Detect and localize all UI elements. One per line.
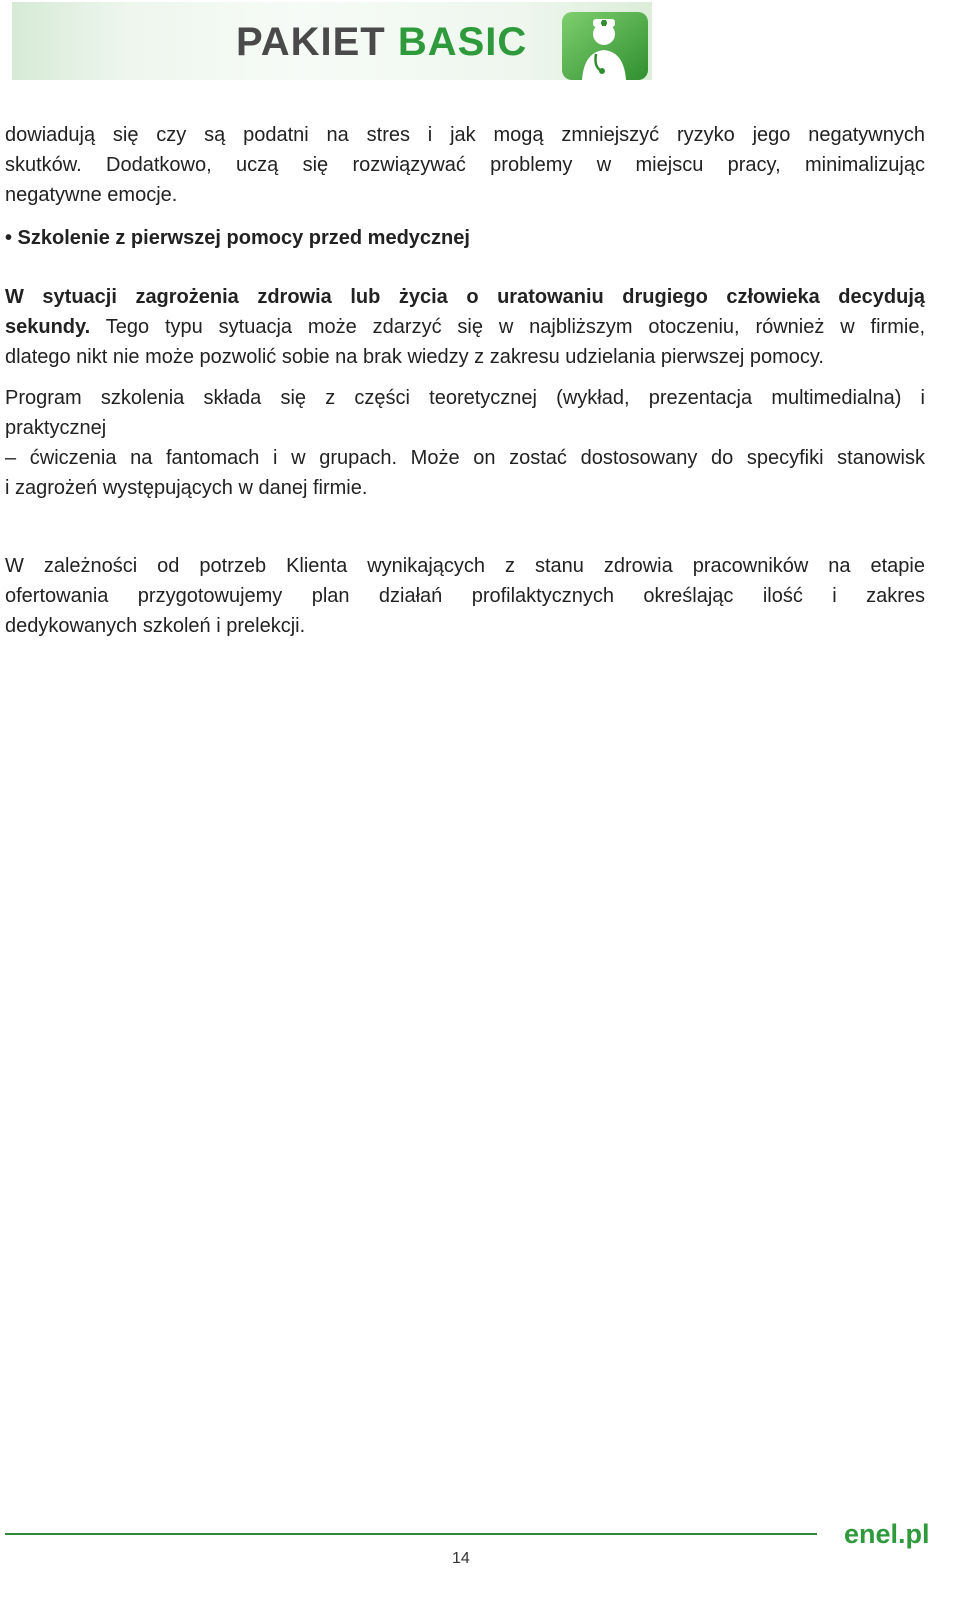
text-line: Program szkolenia składa się z części teoretycznej (wykład, prezentacja multimedialna) i <box>5 387 925 409</box>
doctor-icon <box>560 6 650 80</box>
paragraph-program <box>5 383 925 503</box>
paragraph-stress <box>5 120 925 210</box>
bold-lead: sekundy. <box>5 316 91 338</box>
header-banner <box>12 2 652 80</box>
banner-title <box>236 20 527 64</box>
banner-title-basic: BASIC <box>397 20 528 64</box>
page-number: 14 <box>452 1550 470 1567</box>
section-heading: • Szkolenie z pierwszej pomocy przed medycznej <box>5 227 470 249</box>
text-line <box>5 312 925 342</box>
text-continuation: Tego typu sytuacja może zdarzyć się w najbliższym otoczeniu, również w firmie, <box>90 316 925 338</box>
banner-title-pakiet: PAKIET <box>236 20 398 64</box>
text-line: praktycznej <box>5 417 107 439</box>
text-line: W sytuacji zagrożenia zdrowia lub życia o uratowaniu drugiego człowieka decydują <box>5 286 925 308</box>
footer-divider <box>5 1533 817 1535</box>
text-line: dowiadują się czy są podatni na stres i jak mogą zmniejszyć ryzyko jego negatywnych <box>5 124 925 146</box>
paragraph-first-aid <box>5 282 925 372</box>
paragraph-offer <box>5 551 925 641</box>
text-line: negatywne emocje. <box>5 184 178 206</box>
text-line: dedykowanych szkoleń i prelekcji. <box>5 615 306 637</box>
text-line: ofertowania przygotowujemy plan działań profilaktycznych określając ilość i zakres <box>5 585 925 607</box>
text-line: dlatego nikt nie może pozwolić sobie na brak wiedzy z zakresu udzielania pierwszej pomocy. <box>5 346 824 368</box>
text-line: W zależności od potrzeb Klienta wynikających z stanu zdrowia pracowników na etapie <box>5 555 925 577</box>
text-line: – ćwiczenia na fantomach i w grupach. Może on zostać dostosowany do specyfiki stanowisk <box>5 447 925 469</box>
text-line: i zagrożeń występujących w danej firmie. <box>5 477 368 499</box>
text-line: skutków. Dodatkowo, uczą się rozwiązywać problemy w miejscu pracy, minimalizując <box>5 154 925 176</box>
footer-logo: enel.pl <box>844 1519 930 1549</box>
